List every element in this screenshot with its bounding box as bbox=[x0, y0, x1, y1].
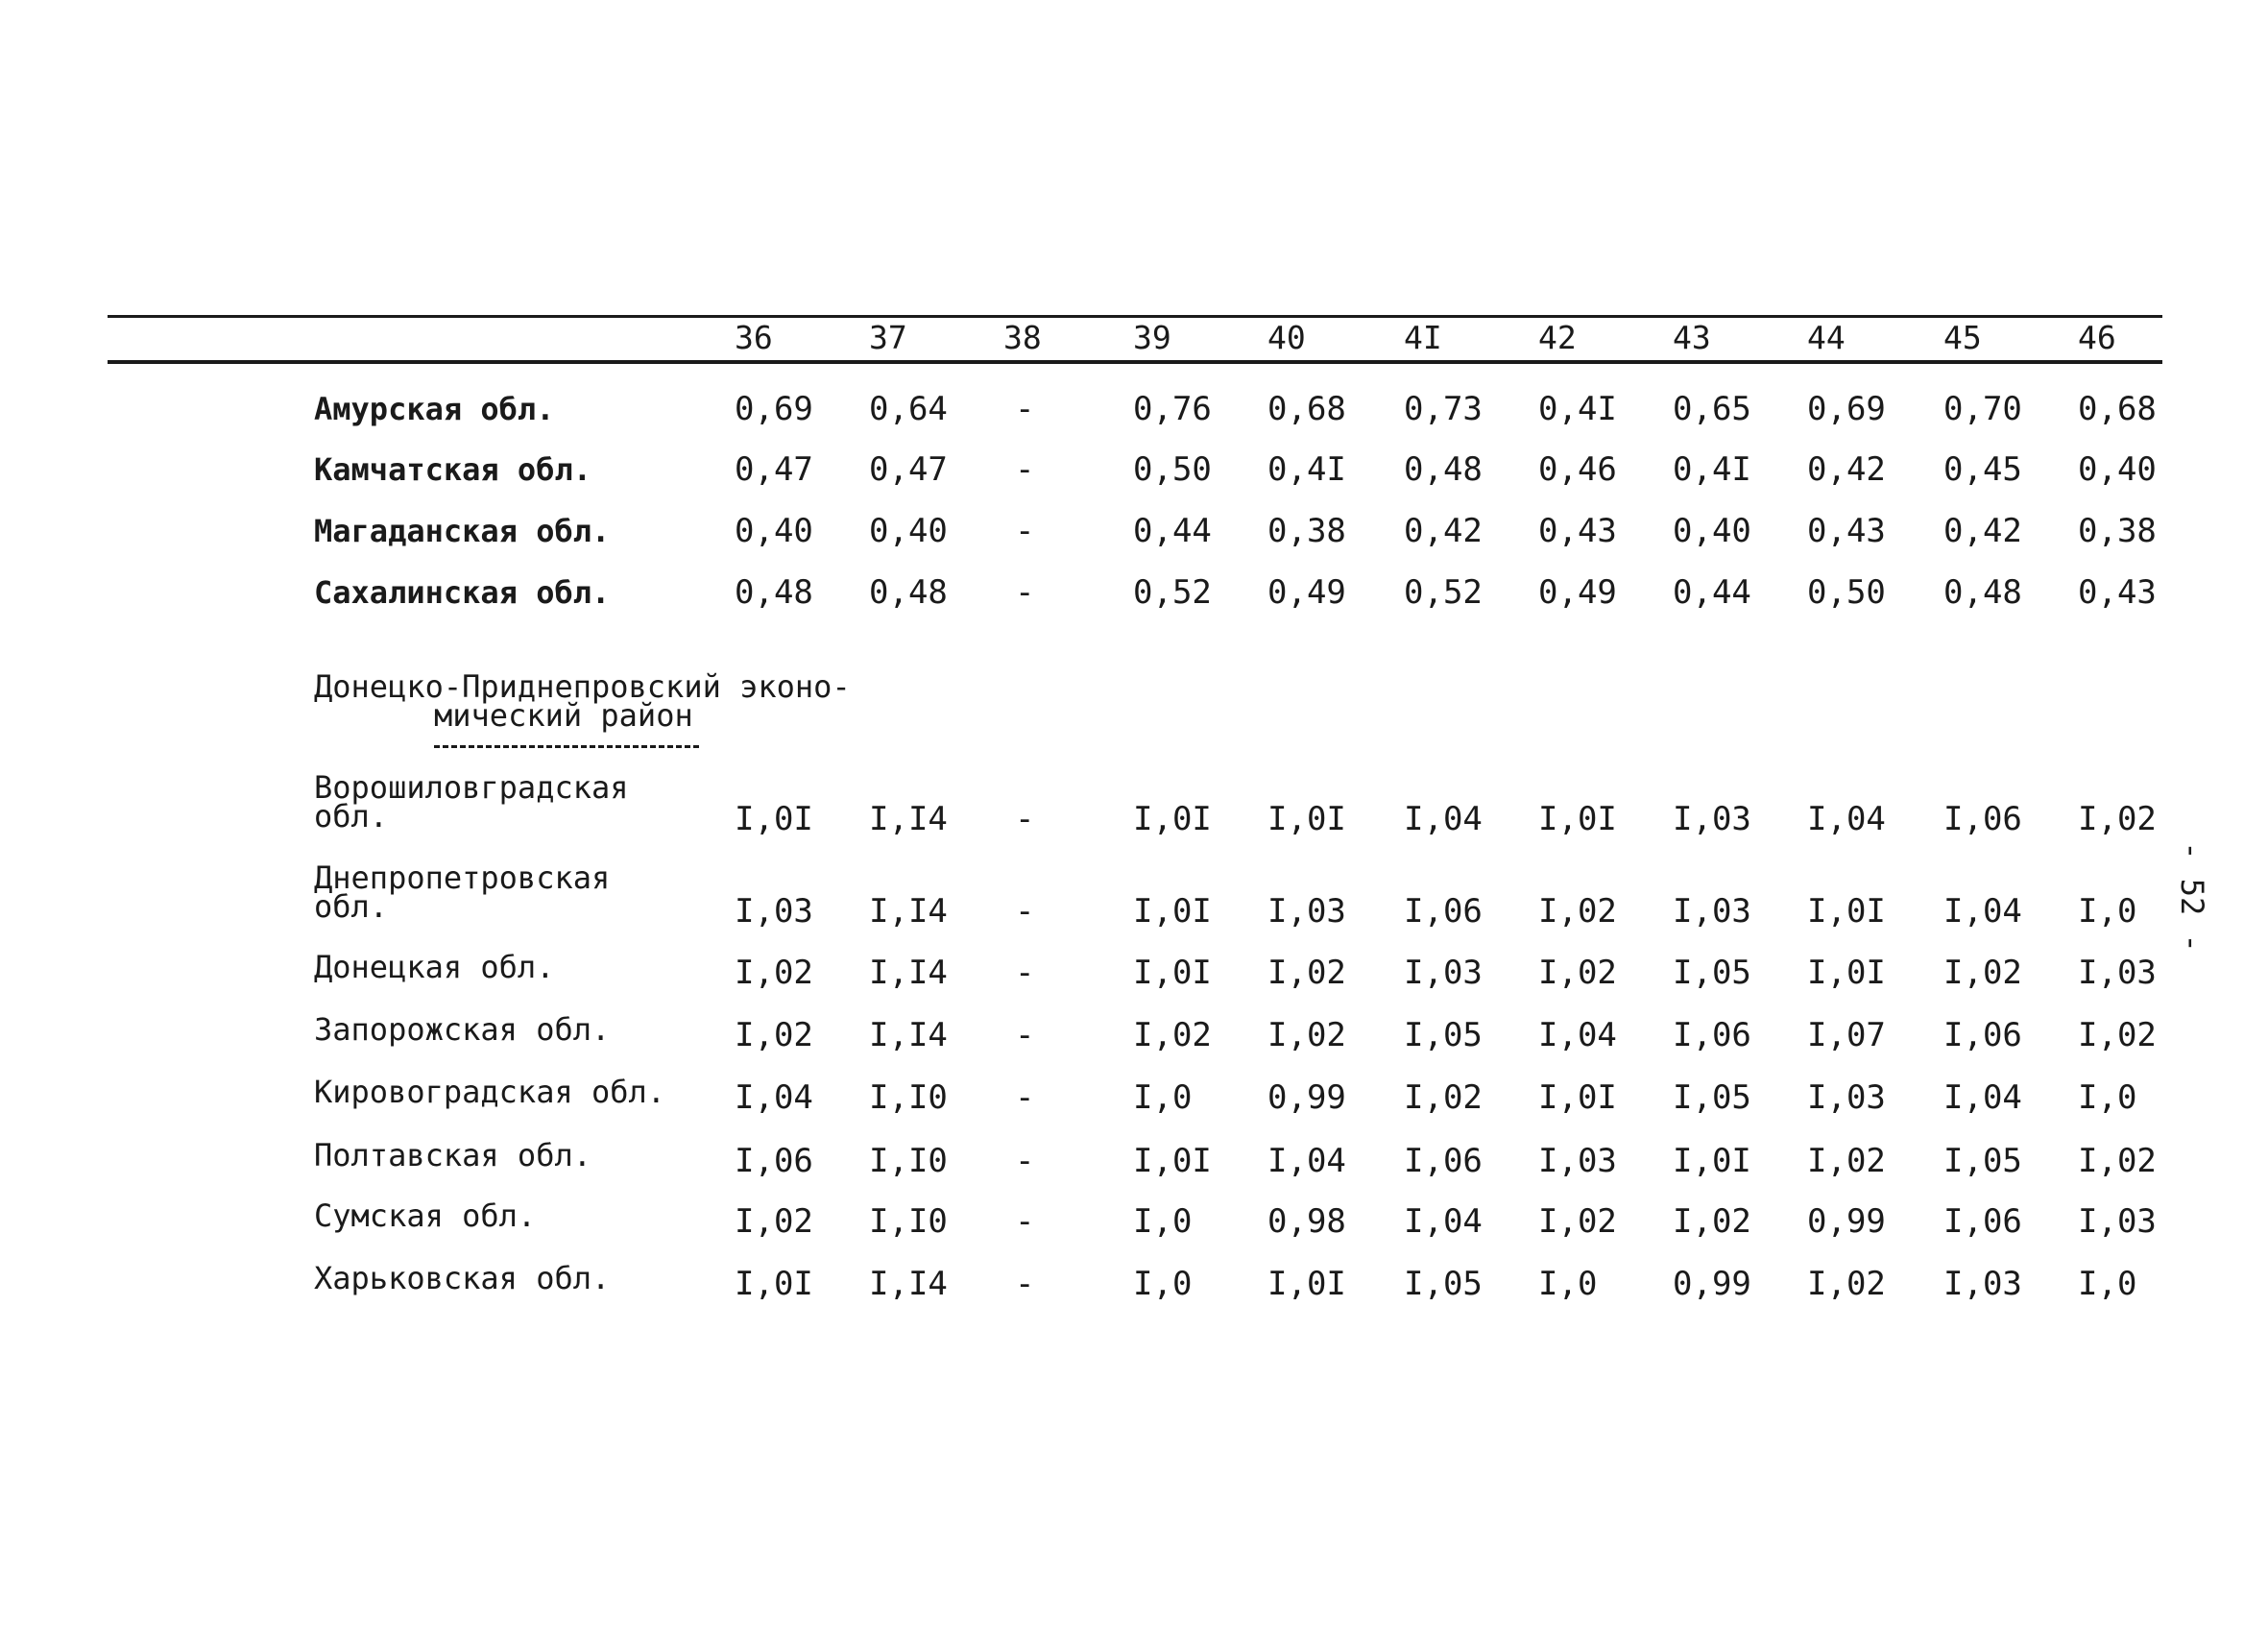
table-cell: I,I4 bbox=[869, 800, 948, 838]
table-cell: I,04 bbox=[735, 1078, 813, 1117]
table-cell: 0,49 bbox=[1267, 573, 1346, 612]
table-cell: 0,45 bbox=[1943, 450, 2022, 489]
table-cell: I,I4 bbox=[869, 954, 948, 992]
table-cell: 0,50 bbox=[1133, 450, 1212, 489]
table-cell: - bbox=[1015, 450, 1035, 489]
table-cell: I,06 bbox=[1404, 1142, 1483, 1180]
region-name bbox=[314, 1260, 611, 1296]
table-cell: I,0 bbox=[2078, 1265, 2137, 1303]
table-cell: I,04 bbox=[1404, 1202, 1483, 1241]
region-name-line: Магаданская обл. bbox=[314, 513, 611, 549]
table-cell: 0,76 bbox=[1133, 390, 1212, 428]
table-cell: 0,47 bbox=[869, 450, 948, 489]
region-name bbox=[314, 1197, 537, 1234]
table-cell: 0,44 bbox=[1133, 512, 1212, 550]
table-cell: 0,99 bbox=[1267, 1078, 1346, 1117]
section-underline bbox=[434, 745, 699, 748]
table-cell: - bbox=[1015, 800, 1035, 838]
region-name-line: Сахалинская обл. bbox=[314, 574, 611, 611]
table-cell: 0,38 bbox=[2078, 512, 2157, 550]
table-cell: I,0 bbox=[1133, 1265, 1193, 1303]
table-cell: 0,52 bbox=[1404, 573, 1483, 612]
region-name-line: обл. bbox=[314, 798, 389, 835]
table-cell: I,06 bbox=[1943, 1016, 2022, 1054]
region-name-line: Ворошиловградская bbox=[314, 769, 629, 806]
table-cell: I,02 bbox=[1807, 1265, 1886, 1303]
region-name bbox=[314, 949, 555, 985]
table-cell: 0,38 bbox=[1267, 512, 1346, 550]
table-cell: I,0I bbox=[1807, 954, 1886, 992]
section-title-line-1: Донецко-Приднепровский эконо- bbox=[314, 668, 851, 705]
section-title-line-2: мический район bbox=[434, 697, 693, 734]
table-header-rule bbox=[108, 360, 2162, 364]
table-cell: I,0I bbox=[735, 1265, 813, 1303]
table-cell: I,02 bbox=[1673, 1202, 1751, 1241]
table-cell: 0,99 bbox=[1673, 1265, 1751, 1303]
table-cell: 0,49 bbox=[1538, 573, 1617, 612]
page-number bbox=[2168, 839, 2216, 955]
table-cell: I,0I bbox=[735, 800, 813, 838]
table-cell: 0,40 bbox=[2078, 450, 2157, 489]
region-name-line: Камчатская обл. bbox=[314, 451, 591, 488]
table-cell: I,02 bbox=[735, 1202, 813, 1241]
table-cell: I,03 bbox=[2078, 1202, 2157, 1241]
table-cell: - bbox=[1015, 573, 1035, 612]
table-cell: I,03 bbox=[1538, 1142, 1617, 1180]
table-cell: I,04 bbox=[1538, 1016, 1617, 1054]
column-header: 45 bbox=[1943, 319, 1982, 356]
table-cell: I,0I bbox=[1267, 800, 1346, 838]
table-cell: - bbox=[1015, 954, 1035, 992]
table-cell: I,06 bbox=[1673, 1016, 1751, 1054]
table-cell: I,03 bbox=[1673, 892, 1751, 931]
table-cell: I,02 bbox=[735, 954, 813, 992]
table-cell: I,05 bbox=[1943, 1142, 2022, 1180]
table-cell: I,02 bbox=[1538, 892, 1617, 931]
table-cell: 0,46 bbox=[1538, 450, 1617, 489]
table-cell: I,05 bbox=[1404, 1016, 1483, 1054]
table-cell: I,02 bbox=[1267, 1016, 1346, 1054]
table-cell: 0,69 bbox=[1807, 390, 1886, 428]
table-cell: 0,4I bbox=[1267, 450, 1346, 489]
table-cell: 0,52 bbox=[1133, 573, 1212, 612]
table-cell: I,0I bbox=[1133, 892, 1212, 931]
table-cell: - bbox=[1015, 390, 1035, 428]
table-cell: 0,48 bbox=[735, 573, 813, 612]
table-cell: 0,68 bbox=[2078, 390, 2157, 428]
table-cell: - bbox=[1015, 1016, 1035, 1054]
column-header: 40 bbox=[1267, 319, 1306, 356]
table-cell: 0,64 bbox=[869, 390, 948, 428]
table-cell: 0,99 bbox=[1807, 1202, 1886, 1241]
section-title bbox=[314, 668, 851, 734]
region-name bbox=[314, 391, 555, 427]
column-header: 36 bbox=[735, 319, 773, 356]
region-name bbox=[314, 1074, 666, 1110]
table-cell: 0,40 bbox=[1673, 512, 1751, 550]
table-cell: I,I0 bbox=[869, 1142, 948, 1180]
column-header: 44 bbox=[1807, 319, 1846, 356]
table-cell: I,04 bbox=[1404, 800, 1483, 838]
table-cell: 0,48 bbox=[869, 573, 948, 612]
table-cell: 0,70 bbox=[1943, 390, 2022, 428]
table-cell: 0,65 bbox=[1673, 390, 1751, 428]
table-cell: 0,4I bbox=[1538, 390, 1617, 428]
table-cell: 0,47 bbox=[735, 450, 813, 489]
table-cell: 0,98 bbox=[1267, 1202, 1346, 1241]
table-cell: - bbox=[1015, 1202, 1035, 1241]
column-header: 46 bbox=[2078, 319, 2116, 356]
table-cell: I,02 bbox=[2078, 1142, 2157, 1180]
table-cell: 0,69 bbox=[735, 390, 813, 428]
table-cell: 0,42 bbox=[1807, 450, 1886, 489]
table-cell: I,03 bbox=[1267, 892, 1346, 931]
table-cell: I,0I bbox=[1133, 954, 1212, 992]
column-header: 43 bbox=[1673, 319, 1711, 356]
table-cell: 0,40 bbox=[735, 512, 813, 550]
column-header: 38 bbox=[1003, 319, 1042, 356]
table-cell: I,03 bbox=[1943, 1265, 2022, 1303]
table-cell: I,03 bbox=[1673, 800, 1751, 838]
page-number-text: - 52 - bbox=[2174, 841, 2210, 953]
table-cell: I,02 bbox=[1538, 954, 1617, 992]
column-header: 42 bbox=[1538, 319, 1577, 356]
table-cell: I,06 bbox=[735, 1142, 813, 1180]
table-cell: I,03 bbox=[2078, 954, 2157, 992]
region-name-line: Амурская обл. bbox=[314, 391, 555, 427]
table-cell: I,0I bbox=[1133, 800, 1212, 838]
table-cell: I,07 bbox=[1807, 1016, 1886, 1054]
table-cell: I,02 bbox=[1133, 1016, 1212, 1054]
table-cell: 0,48 bbox=[1943, 573, 2022, 612]
table-cell: 0,43 bbox=[2078, 573, 2157, 612]
table-cell: I,0 bbox=[2078, 892, 2137, 931]
table-cell: - bbox=[1015, 1078, 1035, 1117]
table-cell: 0,48 bbox=[1404, 450, 1483, 489]
table-cell: 0,68 bbox=[1267, 390, 1346, 428]
table-cell: I,05 bbox=[1673, 954, 1751, 992]
table-cell: I,04 bbox=[1267, 1142, 1346, 1180]
table-top-rule bbox=[108, 315, 2162, 318]
table-cell: I,I4 bbox=[869, 1016, 948, 1054]
region-name bbox=[314, 1011, 611, 1048]
table-cell: 0,42 bbox=[1943, 512, 2022, 550]
table-cell: I,03 bbox=[1404, 954, 1483, 992]
region-name bbox=[314, 769, 629, 835]
table-cell: I,04 bbox=[1807, 800, 1886, 838]
table-cell: I,0 bbox=[1538, 1265, 1598, 1303]
table-cell: I,0 bbox=[2078, 1078, 2137, 1117]
table-cell: I,0 bbox=[1133, 1202, 1193, 1241]
table-cell: I,03 bbox=[1807, 1078, 1886, 1117]
table-cell: I,0I bbox=[1133, 1142, 1212, 1180]
region-name bbox=[314, 513, 611, 549]
region-name-line: Днепропетровская bbox=[314, 859, 611, 896]
table-cell: 0,43 bbox=[1807, 512, 1886, 550]
region-name bbox=[314, 859, 611, 925]
region-name bbox=[314, 451, 591, 488]
region-name-line: Кировоградская обл. bbox=[314, 1074, 666, 1110]
table-cell: I,I4 bbox=[869, 892, 948, 931]
region-name bbox=[314, 574, 611, 611]
table-cell: I,02 bbox=[2078, 1016, 2157, 1054]
table-cell: 0,40 bbox=[869, 512, 948, 550]
region-name-line: Харьковская обл. bbox=[314, 1260, 611, 1296]
table-cell: I,0I bbox=[1807, 892, 1886, 931]
table-cell: I,0I bbox=[1267, 1265, 1346, 1303]
table-cell: I,02 bbox=[2078, 800, 2157, 838]
column-header: 37 bbox=[869, 319, 907, 356]
table-cell: - bbox=[1015, 892, 1035, 931]
table-cell: - bbox=[1015, 1265, 1035, 1303]
table-cell: I,0I bbox=[1538, 1078, 1617, 1117]
table-cell: I,0 bbox=[1133, 1078, 1193, 1117]
table-cell: I,I0 bbox=[869, 1078, 948, 1117]
table-cell: I,04 bbox=[1943, 892, 2022, 931]
table-cell: I,02 bbox=[1807, 1142, 1886, 1180]
table-cell: 0,44 bbox=[1673, 573, 1751, 612]
region-name-line: Донецкая обл. bbox=[314, 949, 555, 985]
column-header: 39 bbox=[1133, 319, 1171, 356]
region-name bbox=[314, 1137, 591, 1173]
table-cell: I,02 bbox=[1538, 1202, 1617, 1241]
table-cell: I,I0 bbox=[869, 1202, 948, 1241]
table-cell: I,06 bbox=[1943, 1202, 2022, 1241]
table-cell: I,05 bbox=[1673, 1078, 1751, 1117]
table-cell: I,02 bbox=[1943, 954, 2022, 992]
column-header: 4I bbox=[1404, 319, 1442, 356]
table-cell: I,02 bbox=[735, 1016, 813, 1054]
table-cell: - bbox=[1015, 512, 1035, 550]
table-cell: 0,50 bbox=[1807, 573, 1886, 612]
table-cell: - bbox=[1015, 1142, 1035, 1180]
region-name-line: Сумская обл. bbox=[314, 1197, 537, 1234]
table-cell: 0,42 bbox=[1404, 512, 1483, 550]
table-cell: I,06 bbox=[1943, 800, 2022, 838]
region-name-line: Полтавская обл. bbox=[314, 1137, 591, 1173]
table-cell: I,02 bbox=[1267, 954, 1346, 992]
region-name-line: обл. bbox=[314, 888, 389, 925]
table-cell: 0,73 bbox=[1404, 390, 1483, 428]
table-cell: 0,4I bbox=[1673, 450, 1751, 489]
table-cell: I,04 bbox=[1943, 1078, 2022, 1117]
region-name-line: Запорожская обл. bbox=[314, 1011, 611, 1048]
table-cell: I,05 bbox=[1404, 1265, 1483, 1303]
table-cell: I,06 bbox=[1404, 892, 1483, 931]
table-cell: I,0I bbox=[1538, 800, 1617, 838]
table-cell: 0,43 bbox=[1538, 512, 1617, 550]
table-cell: I,02 bbox=[1404, 1078, 1483, 1117]
table-cell: I,0I bbox=[1673, 1142, 1751, 1180]
table-cell: I,03 bbox=[735, 892, 813, 931]
table-cell: I,I4 bbox=[869, 1265, 948, 1303]
